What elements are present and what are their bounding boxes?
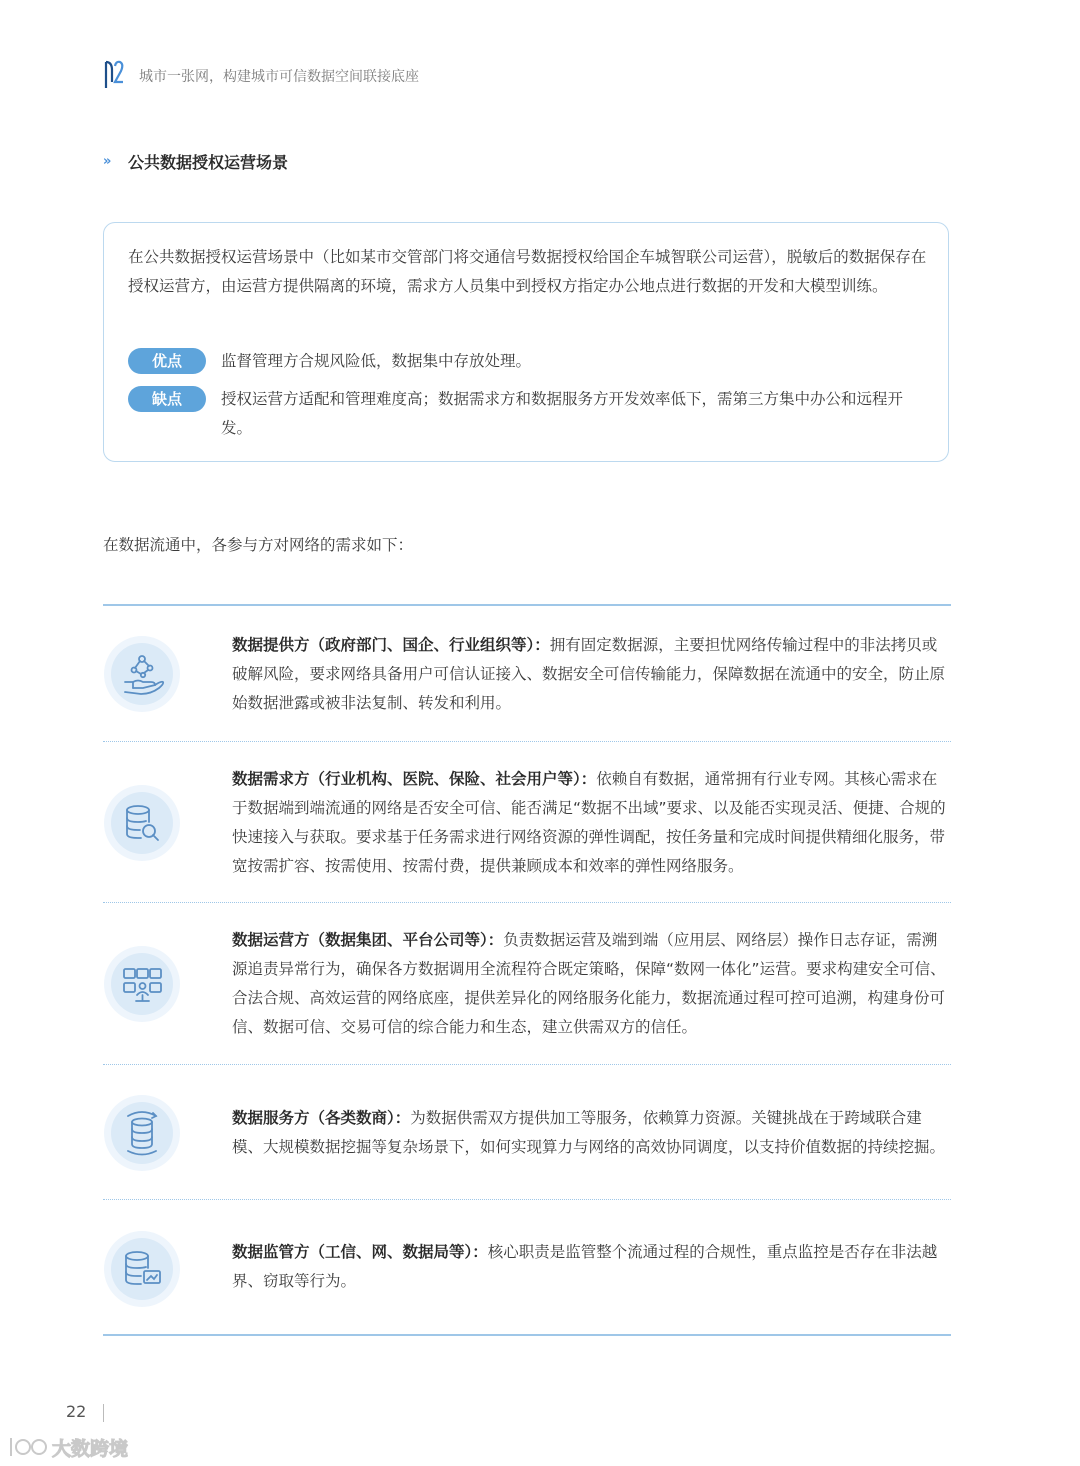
watermark	[6, 1430, 146, 1462]
role-name: 数据运营方（数据集团、平台公司等）：	[232, 931, 504, 949]
chapter-02-icon	[103, 58, 127, 90]
row-divider	[103, 741, 951, 742]
data-hand-icon	[103, 635, 181, 713]
watermark-text: 大数跨境	[52, 1438, 129, 1460]
pros-text: 监督管理方合规风险低，数据集中存放处理。	[221, 352, 532, 370]
page-number: 22	[66, 1402, 87, 1421]
network-operation-icon	[103, 945, 181, 1023]
list-top-rule	[103, 604, 951, 606]
role-name: 数据提供方（政府部门、国企、行业组织等）：	[232, 636, 550, 654]
database-search-icon	[103, 784, 181, 862]
page-number-divider	[103, 1404, 104, 1422]
role-description: 依赖自有数据，通常拥有行业专网。其核心需求在于数据端到端流通的网络是否安全可信、能否满足“数据不出域”要求、以及能否实现灵活、便捷、合规的快速接入与获取。要求基于任务需求进行网络资源的弹性调配，按任务量和完成时间提供精细化服务，带宽按需扩容、按需使用、按需付费，提供兼顾成本和效率的弹性网络服务。	[232, 770, 946, 875]
role-service	[232, 1104, 952, 1162]
role-regulator	[232, 1238, 952, 1296]
cons-text: 授权运营方适配和管理难度高；数据需求方和数据服务方开发效率低下，需第三方集中办公和远程开发。	[221, 390, 904, 437]
role-description: 拥有固定数据源，主要担忧网络传输过程中的非法拷贝或破解风险，要求网络具备用户可信认证接入、数据安全可信传输能力，保障数据在流通中的安全，防止原始数据泄露或被非法复制、转发和利用。	[232, 636, 946, 712]
scenario-description: 在公共数据授权运营场景中（比如某市交管部门将交通信号数据授权给国企车城智联公司运营），脱敏后的数据保存在授权运营方，由运营方提供隔离的环境，需求方人员集中到授权方指定办公地点进行数据的开发和大模型训练。	[128, 248, 927, 295]
row-divider	[103, 902, 951, 903]
role-name: 数据监管方（工信、网、数据局等）：	[232, 1243, 488, 1261]
header-title: 城市一张网，构建城市可信数据空间联接底座	[139, 69, 419, 85]
scenario-box	[103, 222, 949, 462]
role-operator	[232, 926, 952, 1042]
intro-text: 在数据流通中，各参与方对网络的需求如下：	[103, 536, 414, 554]
row-divider	[103, 1199, 951, 1200]
cons-tag: 缺点	[128, 386, 206, 412]
pros-tag: 优点	[128, 348, 206, 374]
role-provider	[232, 631, 952, 718]
role-description: 核心职责是监管整个流通过程的合规性，重点监控是否存在非法越界、窃取等行为。	[232, 1243, 938, 1290]
list-bottom-rule	[103, 1334, 951, 1336]
role-description: 负责数据运营及端到端（应用层、网络层）操作日志存证，需溯源追责异常行为，确保各方数据调用全流程符合既定策略，保障“数网一体化”运营。要求构建安全可信、合法合规、高效运营的网络底座，提供差异化的网络服务化能力，数据流通过程可控可追溯，构建身份可信、数据可信、交易可信的综合能力和生态，建立供需双方的信任。	[232, 931, 946, 1036]
watermark-logo-icon	[6, 1432, 50, 1462]
section-marker: »	[103, 154, 112, 169]
role-name: 数据服务方（各类数商）：	[232, 1109, 411, 1127]
row-divider	[103, 1064, 951, 1065]
role-demander	[232, 765, 952, 881]
role-name: 数据需求方（行业机构、医院、保险、社会用户等）：	[232, 770, 597, 788]
database-sync-icon	[103, 1094, 181, 1172]
role-description: 为数据供需双方提供加工等服务，依赖算力资源。关键挑战在于跨域联合建模、大规模数据挖掘等复杂场景下，如何实现算力与网络的高效协同调度，以支持价值数据的持续挖掘。	[232, 1109, 946, 1156]
database-monitor-icon	[103, 1230, 181, 1308]
section-title: 公共数据授权运营场景	[128, 153, 289, 172]
